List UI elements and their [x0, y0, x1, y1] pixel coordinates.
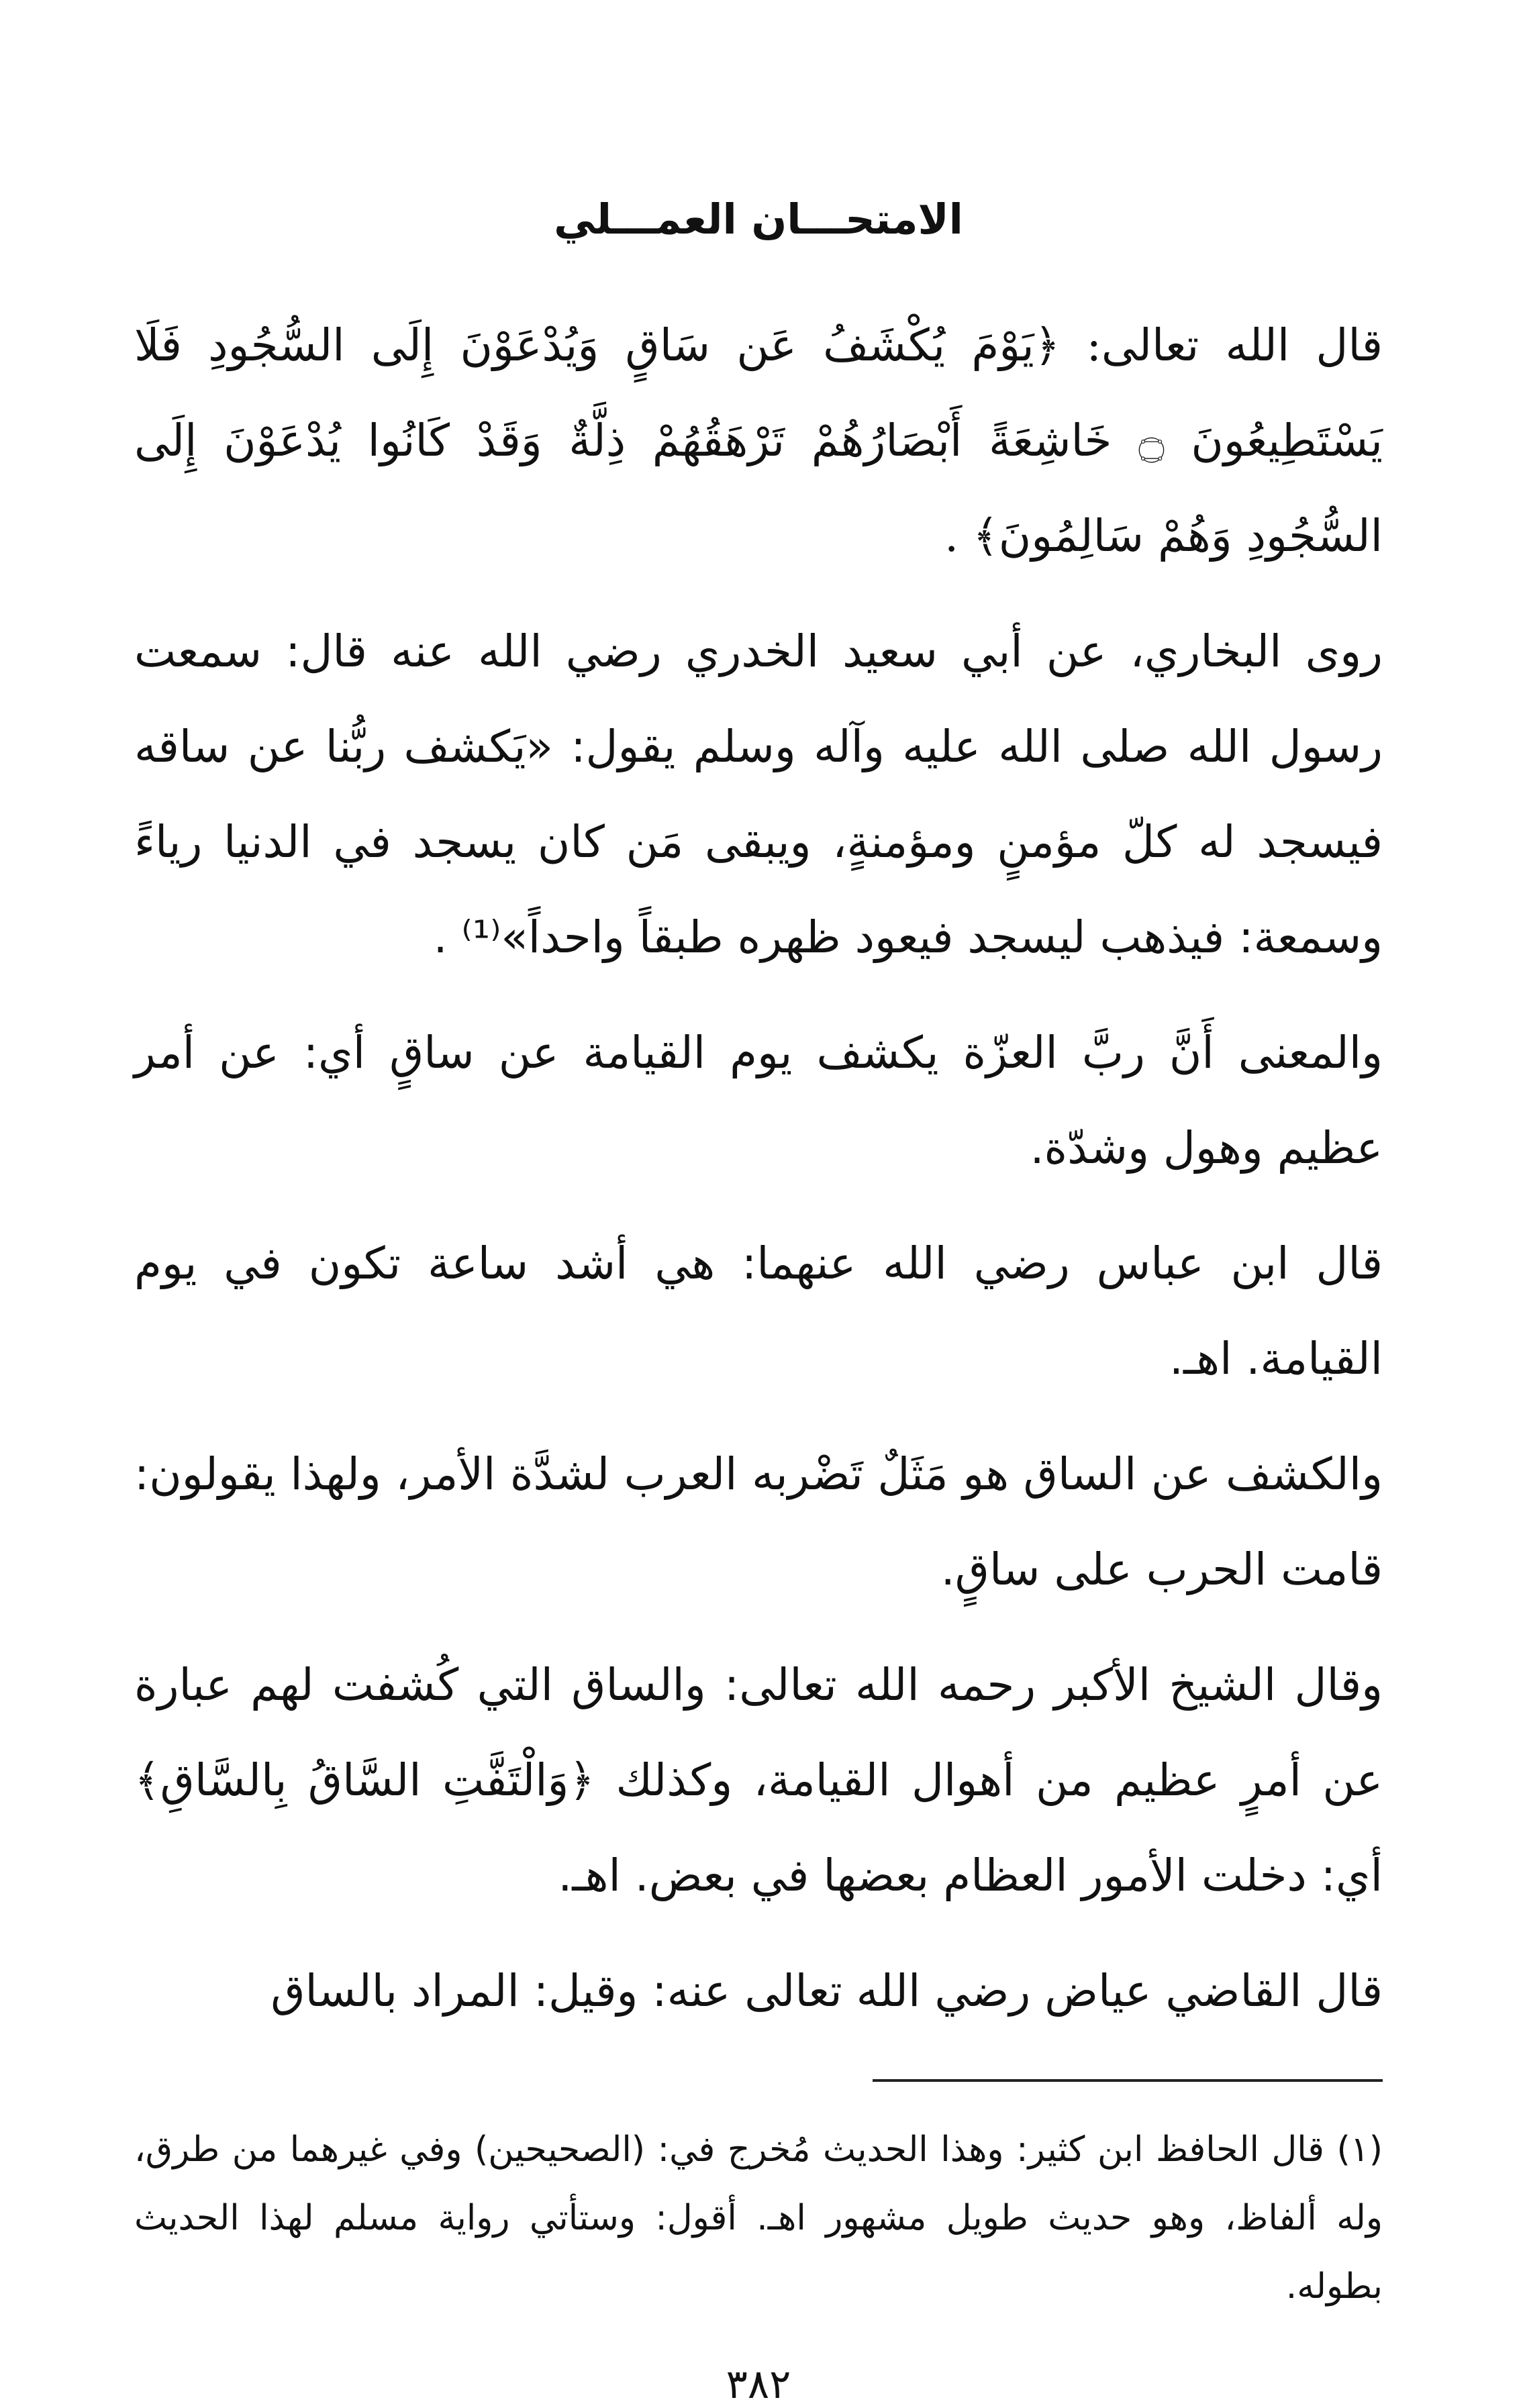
footnote-divider	[873, 2079, 1383, 2082]
footnote: (١) قال الحافظ ابن كثير: وهذا الحديث مُخرج في: (الصحيحين) وفي غيرهما من طرق، وله ألفاظ، وهو حديث طويل مشهور اهـ. أقول: وستأتي رواية مسلم لهذا الحديث بطوله.	[134, 2129, 1383, 2307]
paragraph-quran-verse: قال الله تعالى: ﴿يَوْمَ يُكْشَفُ عَن سَاقٍ وَيُدْعَوْنَ إِلَى السُّجُودِ فَلَا يَسْتَطِيعُونَ ۝ خَاشِعَةً أَبْصَارُهُمْ تَرْهَقُهُمْ ذِلَّةٌ وَقَدْ كَانُوا يُدْعَوْنَ إِلَى السُّجُودِ وَهُمْ سَالِمُونَ﴾ .	[134, 319, 1383, 562]
page-number: ٣٨٢	[726, 2361, 791, 2408]
paragraph-kashf-saq: والكشف عن الساق هو مَثَلٌ تَضْربه العرب لشدَّة الأمر، ولهذا يقولون: قامت الحرب على ساقٍ.	[134, 1448, 1383, 1596]
paragraph-ibn-abbas: قال ابن عباس رضي الله عنهما: هي أشد ساعة تكون في يوم القيامة. اهـ.	[134, 1238, 1383, 1385]
paragraph-bukhari-hadith: روى البخاري، عن أبي سعيد الخدري رضي الله عنه قال: سمعت رسول الله صلى الله عليه وآله وسلم يقول: «يَكشف ربُّنا عن ساقه فيسجد له كلّ مؤمنٍ ومؤمنةٍ، ويبقى مَن كان يسجد في الدنيا رياءً وسمعة: فيذهب ليسجد فيعود ظهره طبقاً واحداً»⁽¹⁾ .	[134, 625, 1383, 964]
book-page	[134, 195, 1383, 2408]
paragraph-meaning: والمعنى أَنَّ ربَّ العزّة يكشف يوم القيامة عن ساقٍ أي: عن أمر عظيم وهول وشدّة.	[134, 1027, 1383, 1174]
paragraph-qadi-iyad: قال القاضي عياض رضي الله تعالى عنه: وقيل: المراد بالساق	[270, 1965, 1383, 2017]
page-header-title: الامتحـــان العمـــلي	[554, 195, 963, 244]
paragraph-shaykh-akbar: وقال الشيخ الأكبر رحمه الله تعالى: والساق التي كُشفت لهم عبارة عن أمرٍ عظيم من أهوال القيامة، وكذلك ﴿وَالْتَفَّتِ السَّاقُ بِالسَّاقِ﴾ أي: دخلت الأمور العظام بعضها في بعض. اهـ.	[134, 1659, 1383, 1902]
